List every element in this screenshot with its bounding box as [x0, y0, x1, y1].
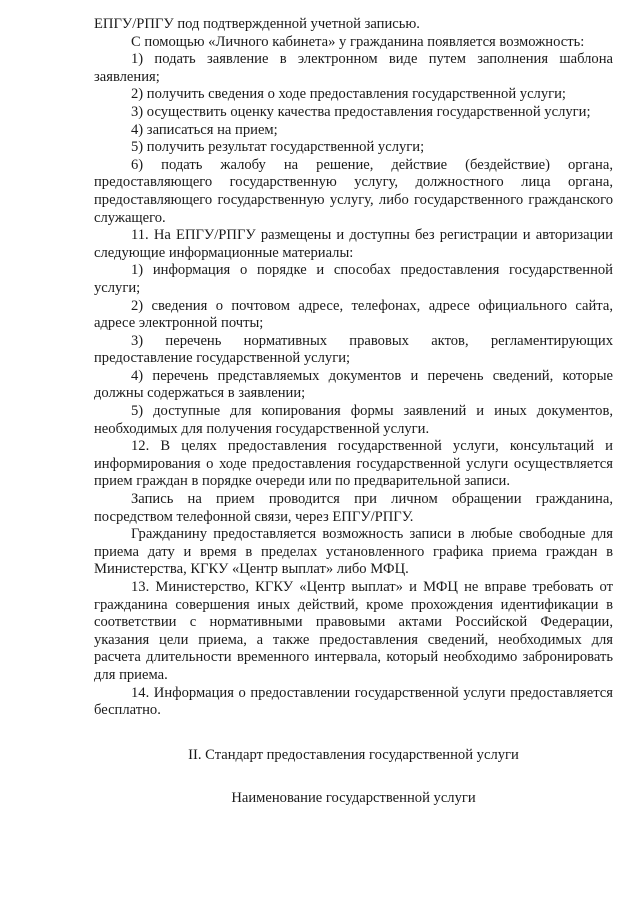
list-item-forms: 5) доступные для копирования формы заявлений и иных документов, необходимых для получения государственной услуги. [94, 403, 613, 437]
paragraph-12: 12. В целях предоставления государственной услуги, консультаций и информирования о ходе предоставления государственной услуги осуществляется прием граждан в порядке очереди или по предварительной записи. [94, 438, 613, 490]
list-item-contact-info: 2) сведения о почтовом адресе, телефонах, адресе официального сайта, адресе электронной почты; [94, 297, 613, 332]
section-heading: II. Стандарт предоставления государственной услуги [188, 746, 519, 763]
list-item-procedure-info: 1) информация о порядке и способах предоставления государственной услуги; [94, 262, 613, 296]
list-item-file-complaint: 6) подать жалобу на решение, действие (бездействие) органа, предоставляющего государственную услугу, должностного лица органа, предоставляющего государственную услугу, либо государственного гражданского служащего. [94, 156, 613, 226]
list-item-book-appointment: 4) записаться на прием; [131, 121, 278, 138]
list-item-get-status: 2) получить сведения о ходе предоставления государственной услуги; [131, 86, 566, 103]
subsection-heading: Наименование государственной услуги [231, 790, 476, 807]
list-item-get-result: 5) получить результат государственной услуги; [131, 139, 425, 156]
list-item-rate-quality: 3) осуществить оценку качества предоставления государственной услуги; [131, 103, 591, 120]
list-item-regulations: 3) перечень нормативных правовых актов, регламентирующих предоставление государственной услуги; [94, 332, 613, 367]
paragraph-epgu-account: ЕПГУ/РПГУ под подтвержденной учетной записью. [94, 16, 420, 32]
paragraph-11: 11. На ЕПГУ/РПГУ размещены и доступны без регистрации и авторизации следующие информационные материалы: [94, 227, 613, 261]
list-item-submit-application: 1) подать заявление в электронном виде путем заполнения шаблона заявления; [94, 51, 613, 85]
paragraph-appointment-time: Гражданину предоставляется возможность записи в любые свободные для приема дату и время в пределах установленного графика приема граждан в Министерства, КГКУ «Центр выплат» либо МФЦ. [94, 526, 613, 578]
paragraph-appointment-methods: Запись на прием проводится при личном обращении гражданина, посредством телефонной связи, через ЕПГУ/РПГУ. [94, 491, 613, 525]
document-page [94, 16, 613, 808]
paragraph-14: 14. Информация о предоставлении государственной услуги предоставляется бесплатно. [94, 684, 613, 719]
list-item-documents: 4) перечень представляемых документов и перечень сведений, которые должны содержаться в заявлении; [94, 367, 613, 402]
paragraph-13: 13. Министерство, КГКУ «Центр выплат» и МФЦ не вправе требовать от гражданина совершения иных действий, кроме прохождения идентификации в соответствии с нормативными правовыми актами Российской Федерации, указания цели приема, а также предоставления сведений, необходимых для расчета длительности временного интервала, который необходимо забронировать для приема. [94, 579, 613, 683]
paragraph-personal-cabinet: С помощью «Личного кабинета» у гражданина появляется возможность: [131, 33, 585, 50]
